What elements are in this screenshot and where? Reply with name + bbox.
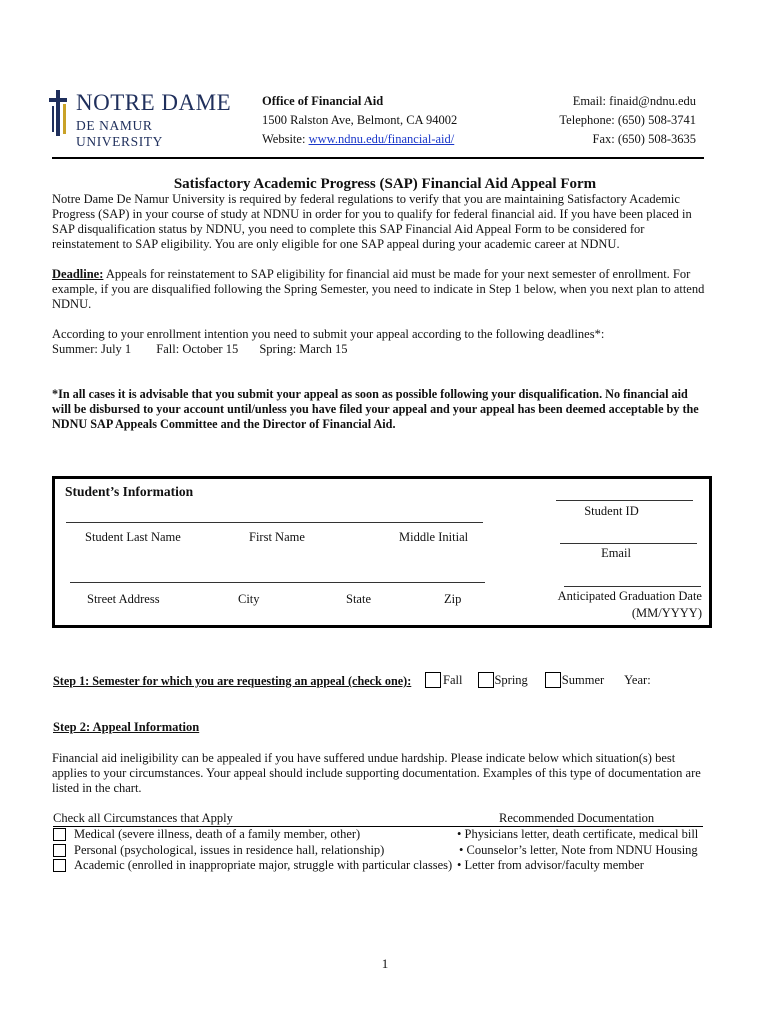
deadline-spring: Spring: March 15 (259, 342, 348, 356)
office-website (262, 130, 457, 149)
contact-email: Email: finaid@ndnu.edu (572, 94, 696, 108)
first-name-label: First Name (249, 530, 305, 544)
contact-info (559, 92, 696, 149)
grad-date-label (558, 588, 702, 622)
form-title: Satisfactory Academic Progress (SAP) Financial Aid Appeal Form (173, 176, 597, 192)
circumstances-table (53, 827, 713, 874)
summer-label: Summer (561, 672, 605, 687)
grad-date-input-line[interactable] (564, 586, 701, 587)
semester-options (425, 672, 651, 688)
table-row (53, 843, 713, 859)
student-id-input-line[interactable] (556, 500, 693, 501)
documentation-header: Recommended Documentation (499, 811, 655, 825)
logo-name: NOTRE DAME (76, 90, 232, 115)
student-id-label: Student ID (584, 504, 639, 518)
fall-label: Fall (443, 672, 463, 687)
header-divider (52, 157, 704, 159)
email-input-line[interactable] (560, 543, 697, 544)
medical-checkbox[interactable] (53, 828, 66, 841)
enrollment-text: According to your enrollment intention you need to submit your appeal according to the following deadlines*: (52, 327, 605, 341)
office-address: 1500 Ralston Ave, Belmont, CA 94002 (262, 113, 458, 127)
doc-academic: • Letter from advisor/faculty member (457, 858, 644, 872)
deadline-label: Deadline: (52, 267, 104, 281)
academic-checkbox[interactable] (53, 859, 66, 872)
intro-paragraph: Notre Dame De Namur University is required by federal regulations to verify that you are maintaining Satisfactory Academic Progress (SAP) in your course of study at NDNU in order for you to qualify for federal financial aid. If you have been placed in SAP disqualification status by NDNU, you need to complete this SAP Financial Aid Appeal Form to be considered for reinstatement to SAP eligibility. You are only eligible for one SAP appeal during your academic career at NDNU. (52, 192, 692, 251)
zip-label: Zip (444, 592, 462, 606)
spring-checkbox[interactable] (478, 672, 494, 688)
step2-paragraph: Financial aid ineligibility can be appealed if you have suffered undue hardship. Please indicate below which situation(s) best applies to your circumstances. Your appeal should include supporting documentation. Examples of this type of documentation are listed in the chart. (52, 751, 701, 795)
deadline-text: Appeals for reinstatement to SAP eligibility for financial aid must be made for your next semester of enrollment. For example, if you are disqualified following the Spring Semester, you need to indicate in Step 1 below, when you next plan to attend NDNU. (52, 267, 705, 311)
year-label: Year: (624, 672, 651, 687)
circumstances-header: Check all Circumstances that Apply (53, 811, 233, 825)
grad-date-label-line1: Anticipated Graduation Date (557, 589, 702, 603)
disbursement-notice: *In all cases it is advisable that you submit your appeal as soon as possible following your disqualification. No financial aid will be disbursed to your account until/unless you have filed your appeal and your appeal has been deemed acceptable by the NDNU SAP Appeals Committee and the Director of Financial Aid. (52, 387, 699, 431)
circumstance-personal: Personal (psychological, issues in residence hall, relationship) (74, 842, 385, 857)
deadline-paragraph (52, 267, 706, 312)
deadline-list (52, 342, 706, 357)
student-info-heading: Student’s Information (65, 484, 194, 499)
last-name-label: Student Last Name (85, 530, 181, 544)
middle-initial-label: Middle Initial (399, 530, 469, 544)
spring-label: Spring (494, 672, 528, 687)
office-info (262, 92, 457, 149)
logo-subname: DE NAMUR UNIVERSITY (76, 118, 163, 149)
name-input-line[interactable] (66, 522, 483, 523)
deadline-fall: Fall: October 15 (156, 342, 239, 356)
table-row (53, 858, 713, 874)
website-link[interactable]: www.ndnu.edu/financial-aid/ (308, 132, 455, 146)
circumstance-medical: Medical (severe illness, death of a family member, other) (74, 827, 361, 841)
personal-checkbox[interactable] (53, 844, 66, 857)
table-row (53, 827, 713, 843)
doc-personal: • Counselor’s letter, Note from NDNU Housing (459, 842, 698, 857)
street-address-label: Street Address (87, 592, 160, 606)
contact-fax: Fax: (650) 508-3635 (592, 132, 696, 146)
cross-logo-icon (44, 90, 74, 136)
email-label: Email (601, 546, 631, 560)
page-number: 1 (381, 956, 389, 971)
office-name: Office of Financial Aid (262, 94, 384, 108)
address-input-line[interactable] (70, 582, 485, 583)
fall-checkbox[interactable] (425, 672, 441, 688)
step2-heading: Step 2: Appeal Information (53, 720, 200, 734)
enrollment-paragraph (52, 327, 706, 357)
step1-label: Step 1: Semester for which you are requesting an appeal (check one): (53, 674, 412, 688)
grad-date-label-line2: (MM/YYYY) (631, 606, 702, 620)
circumstances-header-row (53, 812, 703, 827)
doc-medical: • Physicians letter, death certificate, medical bill (457, 827, 699, 841)
website-label: Website: (262, 132, 309, 146)
circumstance-academic: Academic (enrolled in inappropriate major, struggle with particular classes) (74, 858, 453, 872)
state-label: State (346, 592, 371, 606)
contact-telephone: Telephone: (650) 508-3741 (559, 113, 696, 127)
deadline-summer: Summer: July 1 (52, 342, 132, 356)
summer-checkbox[interactable] (545, 672, 561, 688)
university-logo (44, 86, 239, 149)
city-label: City (238, 592, 260, 606)
